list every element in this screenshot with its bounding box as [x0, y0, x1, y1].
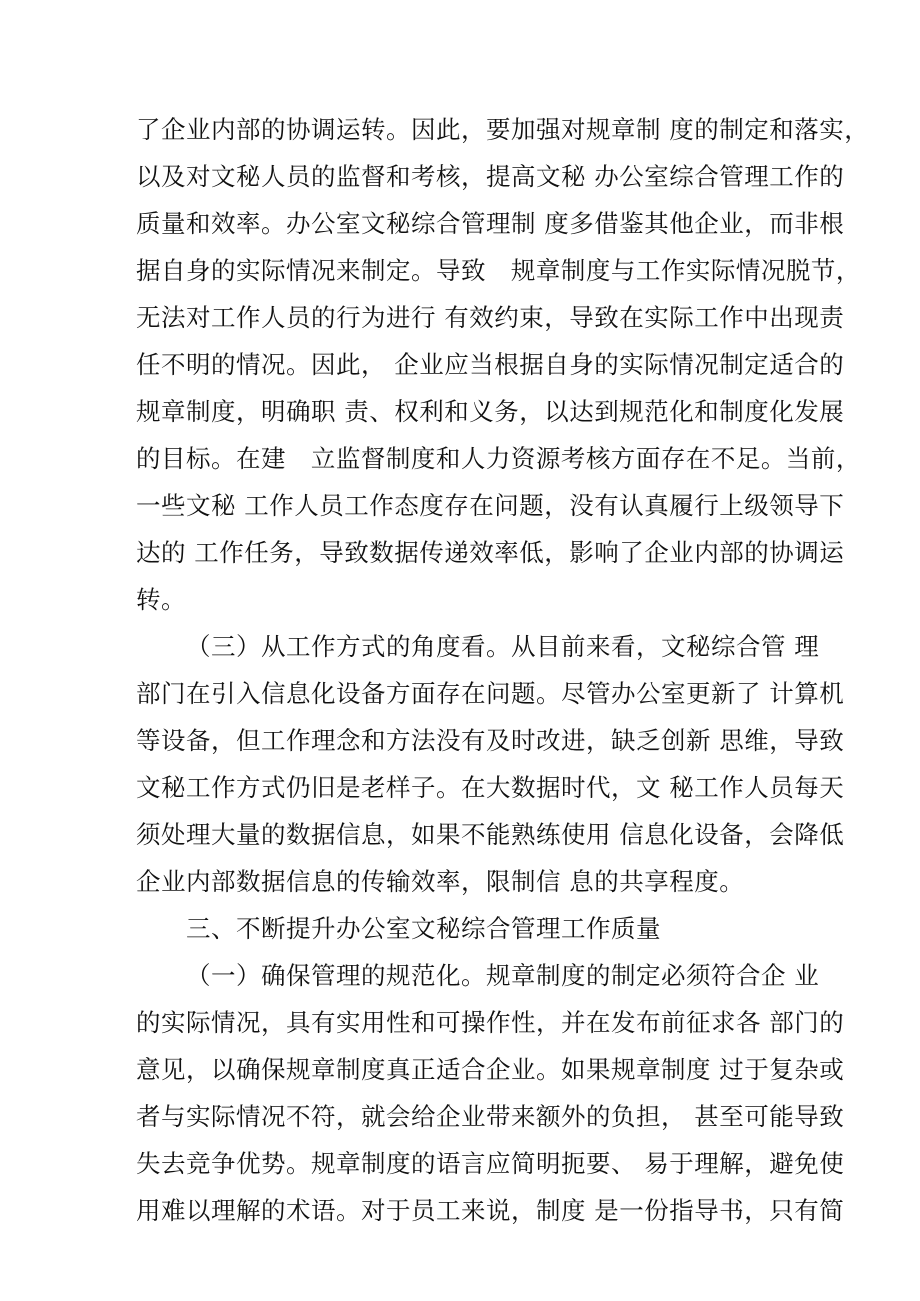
text-line: 的实际情况，具有实用性和可操作性，并在发布前征求各 部门的 — [136, 1008, 845, 1037]
text-line: 部门在引入信息化设备方面存在问题。尽管办公室更新了 计算机 — [136, 679, 845, 708]
text-line: 了企业内部的协调运转。因此，要加强对规章制 度的制定和落实， — [136, 115, 870, 144]
text-line: 规章制度，明确职 责、权利和义务，以达到规范化和制度化发展 — [136, 397, 845, 426]
text-line: 据自身的实际情况来制定。导致 规章制度与工作实际情况脱节， — [136, 256, 861, 285]
text-line: 企业内部数据信息的传输效率，限制信 息的共享程度。 — [136, 867, 745, 896]
text-line: 等设备，但工作理念和方法没有及时改进，缺乏创新 思维，导致 — [136, 726, 845, 755]
text-line: 用难以理解的术语。对于员工来说，制度 是一份指导书，只有简 — [136, 1196, 845, 1225]
text-line: 须处理大量的数据信息，如果不能熟练使用 信息化设备，会降低 — [136, 820, 845, 849]
text-line: 意见，以确保规章制度真正适合企业。如果规章制度 过于复杂或 — [136, 1055, 845, 1084]
text-line: 转。 — [136, 585, 186, 614]
text-line: 失去竞争优势。规章制度的语言应简明扼要、 易于理解，避免使 — [136, 1149, 845, 1178]
section-heading: 三、不断提升办公室文秘综合管理工作质量 — [186, 914, 661, 943]
text-line: 达的 工作任务，导致数据传递效率低，影响了企业内部的协调运 — [136, 538, 845, 567]
text-line: 的目标。在建 立监督制度和人力资源考核方面存在不足。当前， — [136, 444, 861, 473]
text-line: 无法对工作人员的行为进行 有效约束，导致在实际工作中出现责 — [136, 303, 845, 332]
text-line: 者与实际情况不符，就会给企业带来额外的负担， 甚至可能导致 — [136, 1102, 845, 1131]
text-line: 以及对文秘人员的监督和考核，提高文秘 办公室综合管理工作的 — [136, 162, 845, 191]
document-body — [136, 106, 870, 1234]
text-line: 任不明的情况。因此， 企业应当根据自身的实际情况制定适合的 — [136, 350, 845, 379]
paragraph-start-line: （三）从工作方式的角度看。从目前来看，文秘综合管 理 — [186, 632, 820, 661]
paragraph-start-line: （一）确保管理的规范化。规章制度的制定必须符合企 业 — [186, 961, 820, 990]
text-line: 文秘工作方式仍旧是老样子。在大数据时代，文 秘工作人员每天 — [136, 773, 845, 802]
text-line: 一些文秘 工作人员工作态度存在问题，没有认真履行上级领导下 — [136, 491, 845, 520]
text-line: 质量和效率。办公室文秘综合管理制 度多借鉴其他企业，而非根 — [136, 209, 845, 238]
